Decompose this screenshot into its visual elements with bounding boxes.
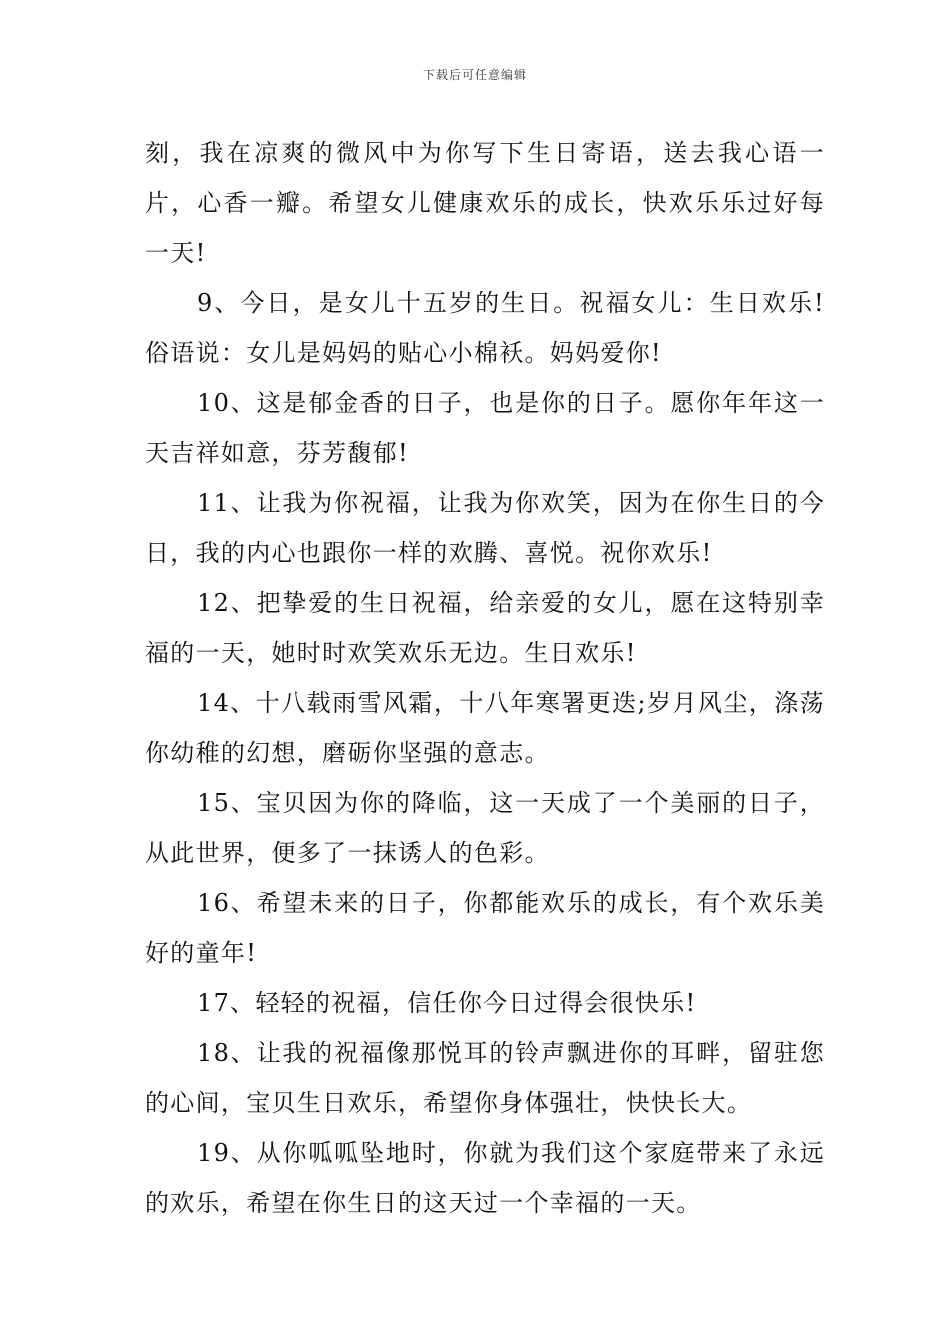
header-note: 下载后可任意编辑 [422,68,527,82]
paragraph-item-10: 10、这是郁金香的日子，也是你的日子。愿你年年这一天吉祥如意，芬芳馥郁! [145,389,825,467]
paragraph-item-16: 16、希望未来的日子，你都能欢乐的成长，有个欢乐美好的童年! [145,889,825,967]
paragraph-item-9: 9、今日，是女儿十五岁的生日。祝福女儿：生日欢乐!俗语说：女儿是妈妈的贴心小棉袄。妈妈爱你! [145,289,825,367]
paragraph-item-15: 15、宝贝因为你的降临，这一天成了一个美丽的日子，从此世界，便多了一抹诱人的色彩。 [145,789,825,867]
paragraph-item-17: 17、轻轻的祝福，信任你今日过得会很快乐! [197,989,697,1017]
paragraph-item-14: 14、十八载雨雪风霜，十八年寒署更迭;岁月风尘，涤荡你幼稚的幻想，磨砺你坚强的意志。 [145,689,825,767]
paragraph-item-12: 12、把挚爱的生日祝福，给亲爱的女儿，愿在这特别幸福的一天，她时时欢笑欢乐无边。生日欢乐! [145,589,825,667]
paragraph-continuation: 刻，我在凉爽的微风中为你写下生日寄语，送去我心语一片，心香一瓣。希望女儿健康欢乐的成长，快欢乐乐过好每一天! [145,139,825,267]
paragraph-item-18: 18、让我的祝福像那悦耳的铃声飘进你的耳畔，留驻您的心间，宝贝生日欢乐，希望你身体强壮，快快长大。 [145,1039,825,1117]
paragraph-item-11: 11、让我为你祝福，让我为你欢笑，因为在你生日的今日，我的内心也跟你一样的欢腾、喜悦。祝你欢乐! [145,489,825,567]
paragraph-item-19: 19、从你呱呱坠地时，你就为我们这个家庭带来了永远的欢乐，希望在你生日的这天过一个幸福的一天。 [145,1139,825,1217]
document-body [145,128,825,1228]
